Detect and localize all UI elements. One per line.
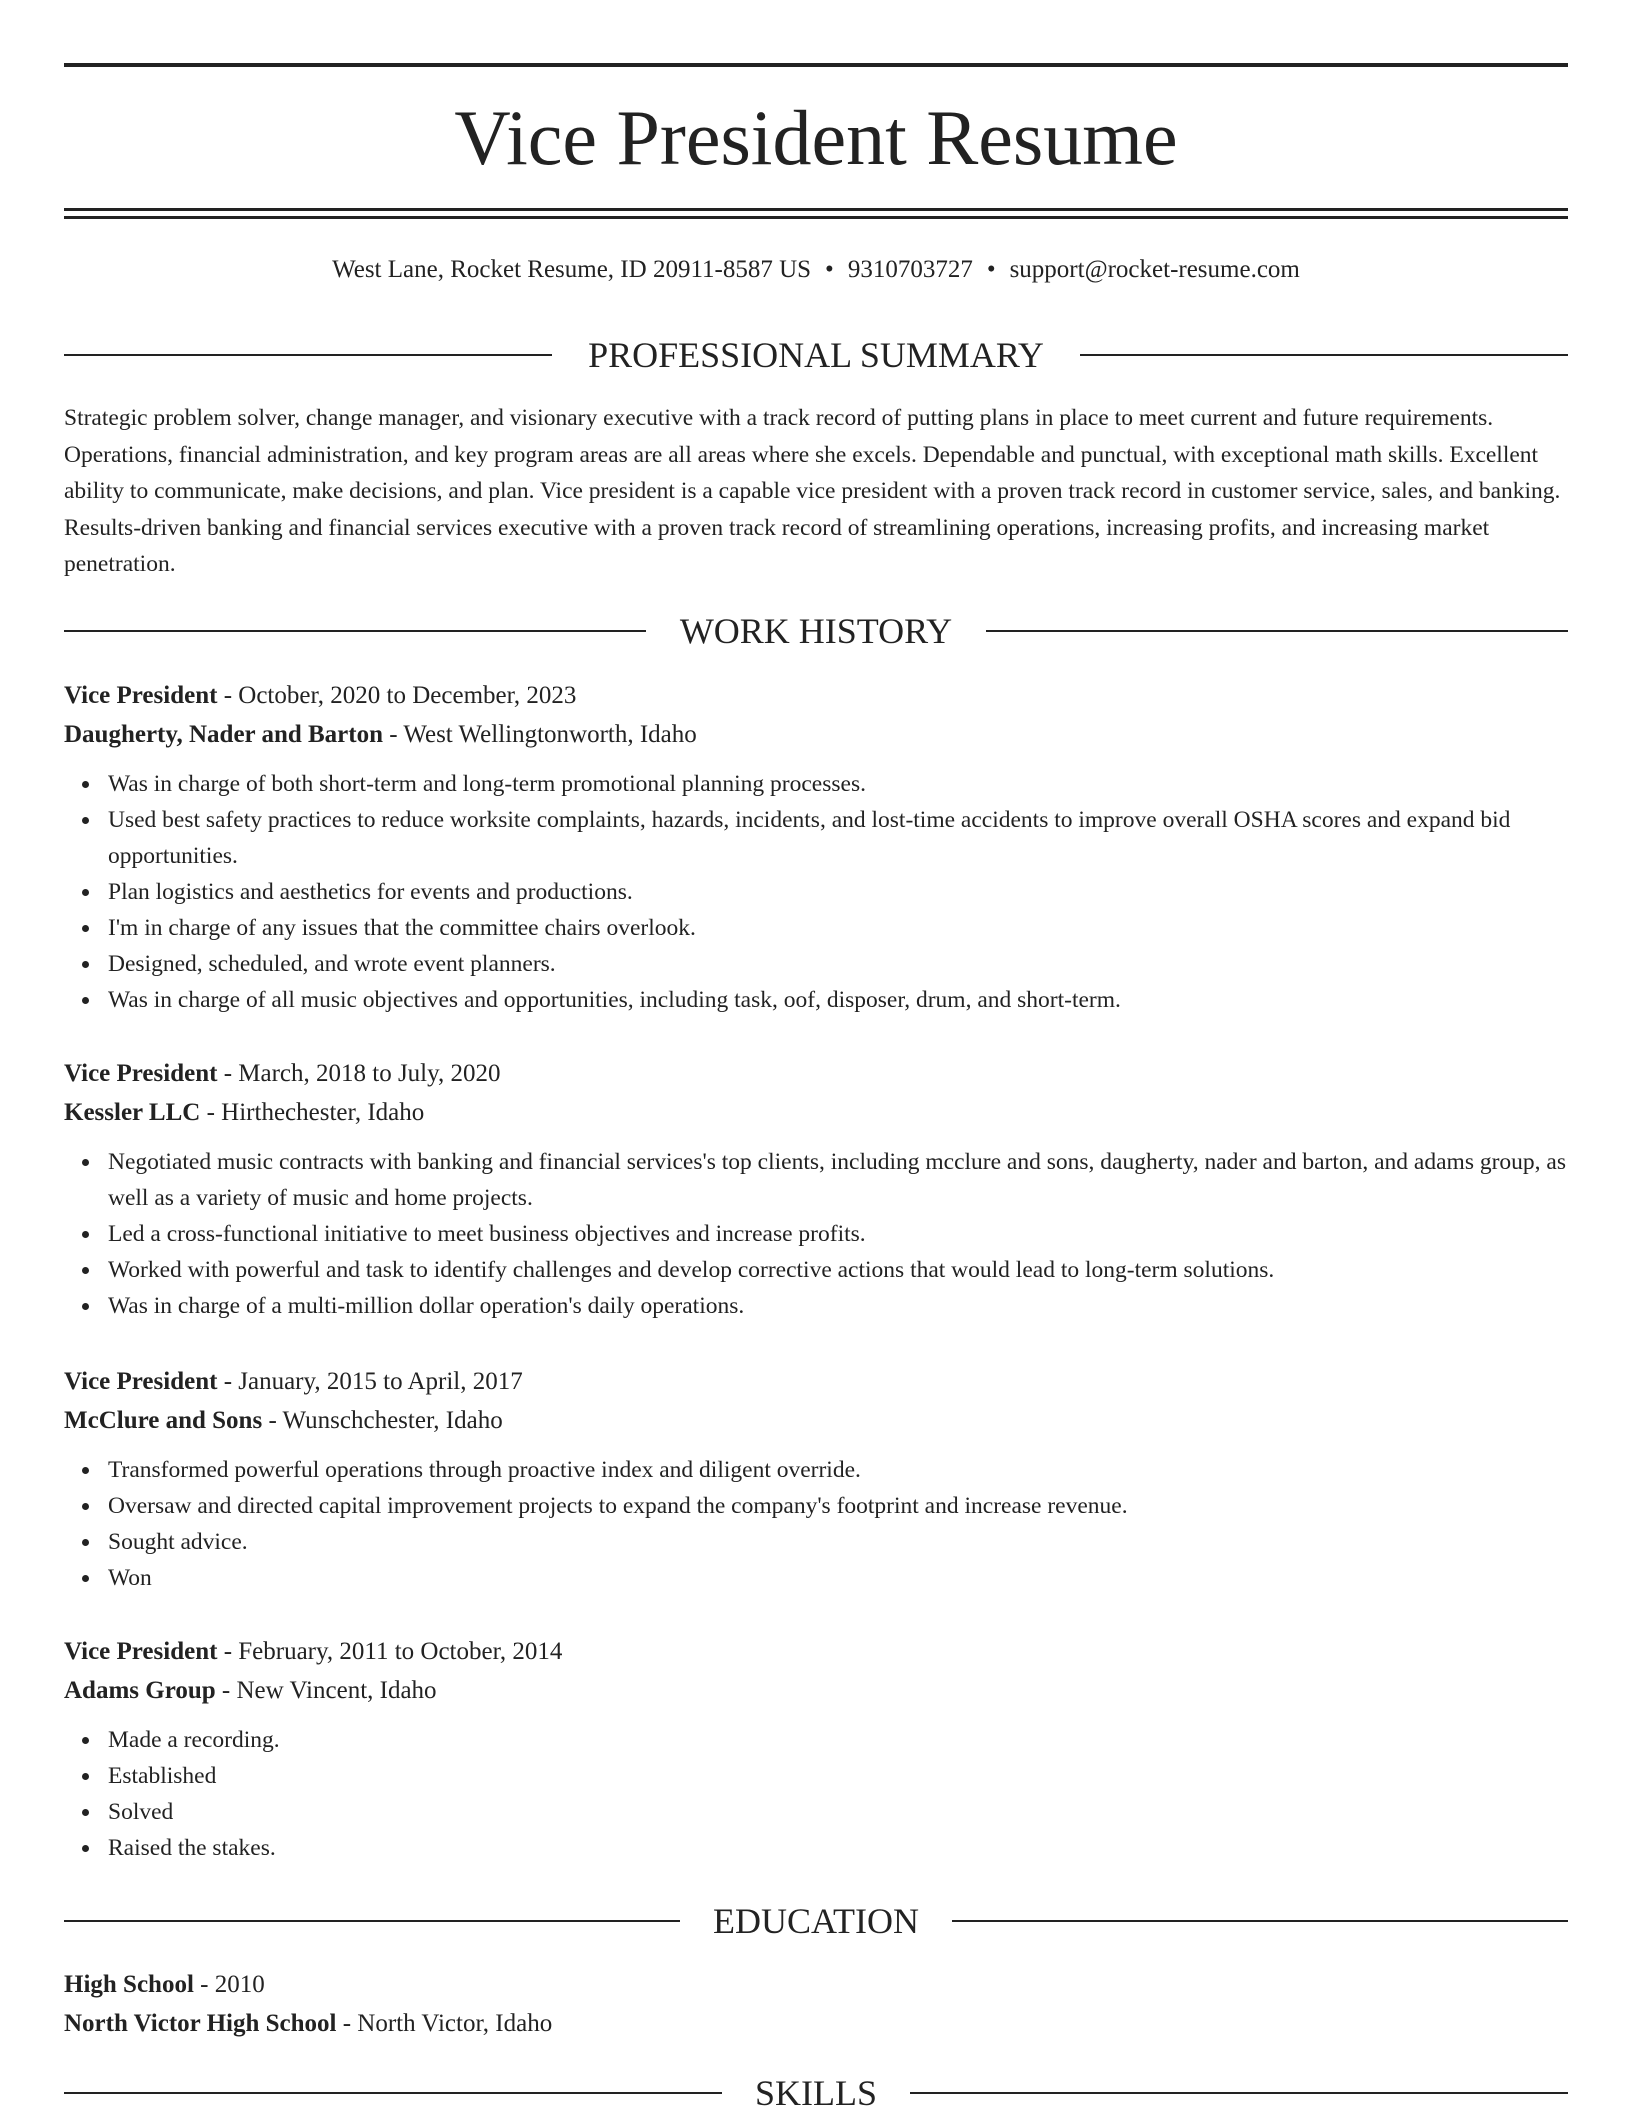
summary-text: Strategic problem solver, change manager, and visionary executive with a track record of putting plans in place to meet current and future requirements. Operations, financial administration, and key program areas are all areas where she excels. Dependable and punctual, with exceptional math skills. Excellent ability to communicate, make decisions, and plan. Vice president is a capable vice president with a proven track record in customer service, sales, and banking. Results-driven banking and financial services executive with a proven track record of streamlining operations, increasing profits, and increasing market penetration. xyxy=(64,405,1561,577)
job-title: Vice President xyxy=(64,1638,218,1665)
list-item: Raised the stakes. xyxy=(64,1830,1568,1866)
list-item: Was in charge of both short-term and long-term promotional planning processes. xyxy=(64,766,1568,802)
list-item: Was in charge of a multi-million dollar operation's daily operations. xyxy=(64,1288,1568,1324)
list-item: Made a recording. xyxy=(64,1722,1568,1758)
job-dates: - March, 2018 to July, 2020 xyxy=(217,1060,501,1087)
education-school-line xyxy=(64,2004,1568,2043)
job-entry xyxy=(64,1362,1568,1596)
job-title-line xyxy=(64,1362,1568,1401)
job-bullets xyxy=(64,1722,1568,1866)
section-heading-work-history xyxy=(64,609,1568,653)
education-degree: High School xyxy=(64,1971,194,1998)
job-company-line xyxy=(64,1671,1568,1710)
title-rule-lower xyxy=(64,216,1568,219)
contact-email: support@rocket-resume.com xyxy=(1009,256,1300,283)
list-item: Oversaw and directed capital improvement projects to expand the company's footprint and increase revenue. xyxy=(64,1488,1568,1524)
contact-line xyxy=(64,252,1568,288)
education-location: - North Victor, Idaho xyxy=(336,2010,553,2037)
job-location: - West Wellingtonworth, Idaho xyxy=(383,721,697,748)
title-rule-upper xyxy=(64,208,1568,211)
list-item: Designed, scheduled, and wrote event planners. xyxy=(64,946,1568,982)
list-item: Worked with powerful and task to identify challenges and develop corrective actions that would lead to long-term solutions. xyxy=(64,1252,1568,1288)
job-location: - Wunschchester, Idaho xyxy=(262,1407,503,1434)
job-title-line xyxy=(64,1632,1568,1671)
job-company: Adams Group xyxy=(64,1677,216,1704)
list-item: Used best safety practices to reduce worksite complaints, hazards, incidents, and lost-time accidents to improve overall OSHA scores and expand bid opportunities. xyxy=(64,802,1568,874)
list-item: I'm in charge of any issues that the committee chairs overlook. xyxy=(64,910,1568,946)
job-company: Kessler LLC xyxy=(64,1099,201,1126)
list-item: Was in charge of all music objectives and opportunities, including task, oof, disposer, drum, and short-term. xyxy=(64,982,1568,1018)
list-item: Solved xyxy=(64,1794,1568,1830)
list-item: Plan logistics and aesthetics for events and productions. xyxy=(64,874,1568,910)
contact-separator: • xyxy=(825,256,834,283)
job-entry xyxy=(64,1054,1568,1324)
top-rule xyxy=(64,63,1568,67)
list-item: Established xyxy=(64,1758,1568,1794)
list-item: Transformed powerful operations through proactive index and diligent override. xyxy=(64,1452,1568,1488)
education-school: North Victor High School xyxy=(64,2010,337,2037)
job-location: - New Vincent, Idaho xyxy=(215,1677,437,1704)
section-title: SKILLS xyxy=(754,2073,877,2113)
job-bullets xyxy=(64,1452,1568,1596)
section-title: WORK HISTORY xyxy=(679,611,953,651)
job-company-line xyxy=(64,1401,1568,1440)
contact-phone: 9310703727 xyxy=(847,256,973,283)
job-title: Vice President xyxy=(64,1060,218,1087)
job-entry xyxy=(64,676,1568,1018)
section-heading-skills xyxy=(64,2071,1568,2115)
job-company-line xyxy=(64,715,1568,754)
job-dates: - February, 2011 to October, 2014 xyxy=(217,1638,563,1665)
list-item: Led a cross-functional initiative to meet business objectives and increase profits. xyxy=(64,1216,1568,1252)
job-title: Vice President xyxy=(64,1368,218,1395)
list-item: Sought advice. xyxy=(64,1524,1568,1560)
job-title-line xyxy=(64,676,1568,715)
job-entry xyxy=(64,1632,1568,1866)
section-heading-summary xyxy=(64,333,1568,377)
contact-address: West Lane, Rocket Resume, ID 20911-8587 US xyxy=(332,256,812,283)
job-title-line xyxy=(64,1054,1568,1093)
education-degree-line xyxy=(64,1965,1568,2004)
job-bullets xyxy=(64,1144,1568,1324)
job-company-line xyxy=(64,1093,1568,1132)
section-title: EDUCATION xyxy=(713,1901,919,1941)
education-year: - 2010 xyxy=(193,1971,265,1998)
education-entry xyxy=(64,1965,1568,2043)
job-company: Daugherty, Nader and Barton xyxy=(64,721,384,748)
page-title: Vice President Resume xyxy=(454,94,1178,181)
job-location: - Hirthechester, Idaho xyxy=(200,1099,425,1126)
section-heading-education xyxy=(64,1899,1568,1943)
list-item: Won xyxy=(64,1560,1568,1596)
list-item: Negotiated music contracts with banking and financial services's top clients, including mcclure and sons, daugherty, nader and barton, and adams group, as well as a variety of music and home projects. xyxy=(64,1144,1568,1216)
job-bullets xyxy=(64,766,1568,1018)
job-dates: - January, 2015 to April, 2017 xyxy=(217,1368,523,1395)
job-dates: - October, 2020 to December, 2023 xyxy=(217,682,577,709)
section-title: PROFESSIONAL SUMMARY xyxy=(588,335,1044,375)
job-company: McClure and Sons xyxy=(64,1407,263,1434)
contact-separator: • xyxy=(986,256,996,283)
job-title: Vice President xyxy=(64,682,218,709)
